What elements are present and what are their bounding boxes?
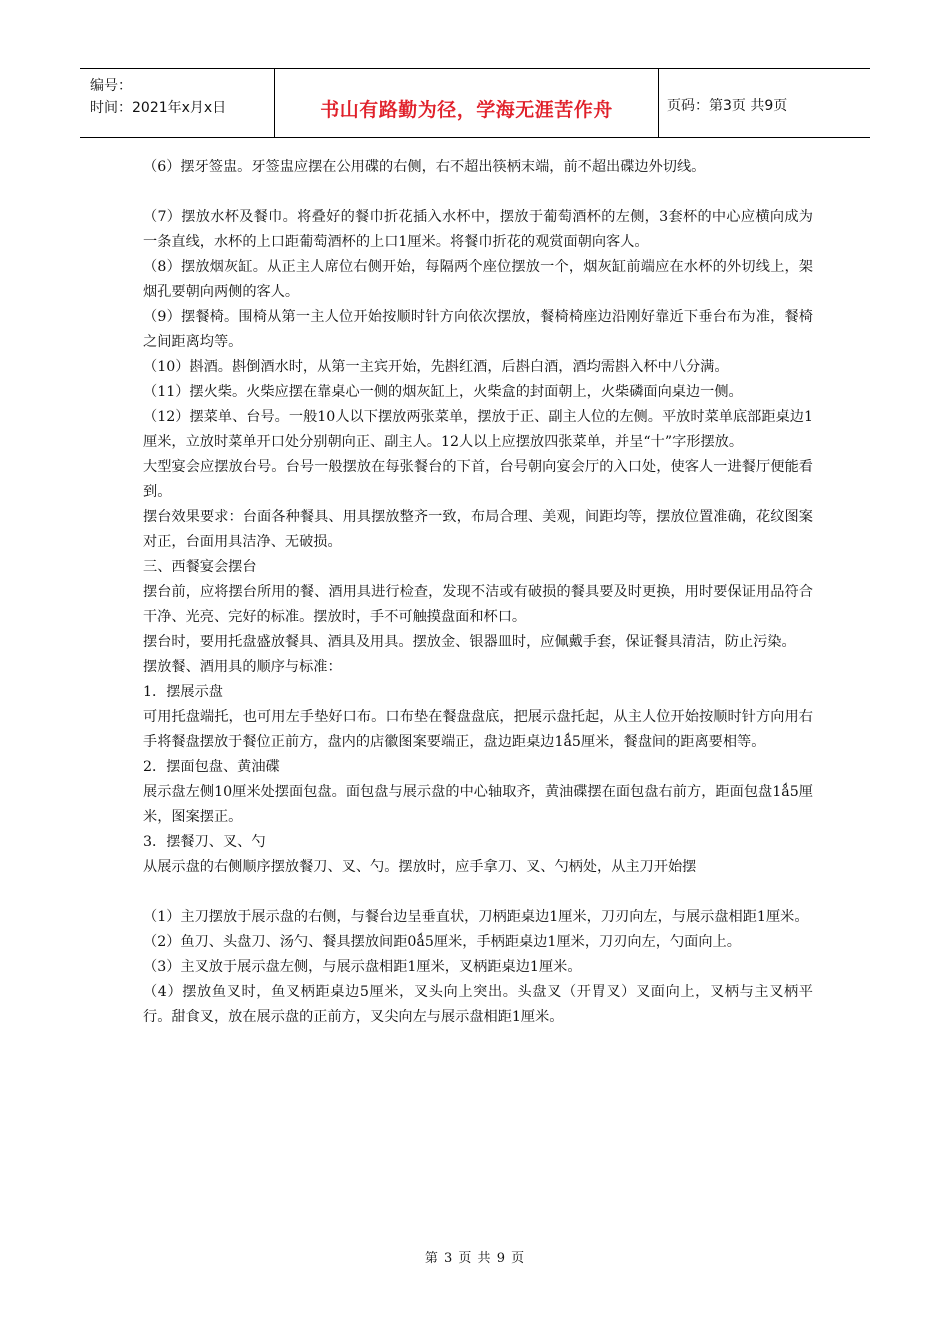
body-paragraph: 3．摆餐刀、叉、勺 — [143, 834, 266, 850]
header-page-cell — [659, 69, 870, 137]
body-paragraph: 展示盘左侧10厘米处摆面包盘。面包盘与展示盘的中心轴取齐，黄油碟摆在面包盘右前方，距面包盘1ǻ5厘米，图案摆正。 — [143, 784, 813, 825]
document-body — [143, 155, 813, 1030]
header-motto: 书山有路勤为径，学海无涯苦作舟 — [320, 99, 613, 121]
paragraph-spacer — [143, 180, 813, 205]
document-time-label: 时间：2021年x月x日 — [90, 100, 227, 116]
body-paragraph: （8）摆放烟灰缸。从正主人席位右侧开始，每隔两个座位摆放一个，烟灰缸前端应在水杯的外切线上，架烟孔要朝向两侧的客人。 — [143, 259, 813, 300]
body-paragraph: （3）主叉放于展示盘左侧，与展示盘相距1厘米，叉柄距桌边1厘米。 — [143, 959, 582, 975]
body-paragraph: 摆台时，要用托盘盛放餐具、酒具及用具。摆放金、银器皿时，应佩戴手套，保证餐具清洁，防止污染。 — [143, 634, 796, 650]
header-page-number: 页码：第3页 共9页 — [667, 98, 788, 114]
body-paragraph: 摆放餐、酒用具的顺序与标准： — [143, 659, 342, 675]
body-paragraph: 可用托盘端托，也可用左手垫好口布。口布垫在餐盘盘底，把展示盘托起，从主人位开始按顺时针方向用右手将餐盘摆放于餐位正前方，盘内的店徽图案要端正，盘边距桌边1ǻ5厘米，餐盘间的距离要相等。 — [143, 709, 813, 750]
body-paragraph: （10）斟酒。斟倒酒水时，从第一主宾开始，先斟红酒，后斟白酒，酒均需斟入杯中八分满。 — [143, 359, 729, 375]
body-paragraph: （1）主刀摆放于展示盘的右侧，与餐台边呈垂直状，刀柄距桌边1厘米，刀刃向左，与展示盘相距1厘米。 — [143, 909, 809, 925]
paragraph-spacer — [143, 880, 813, 905]
body-paragraph: 摆台效果要求：台面各种餐具、用具摆放整齐一致，布局合理、美观，间距均等，摆放位置准确，花纹图案对正，台面用具洁净、无破损。 — [143, 509, 813, 550]
page-header — [80, 68, 870, 138]
body-paragraph: 1．摆展示盘 — [143, 684, 223, 700]
page-footer: 第 3 页 共 9 页 — [424, 1251, 526, 1266]
body-paragraph: （9）摆餐椅。围椅从第一主人位开始按顺时针方向依次摆放，餐椅椅座边沿刚好靠近下垂台布为准，餐椅之间距离均等。 — [143, 309, 813, 350]
header-motto-cell — [275, 69, 659, 137]
body-paragraph: （11）摆火柴。火柴应摆在靠桌心一侧的烟灰缸上，火柴盒的封面朝上，火柴磷面向桌边一侧。 — [143, 384, 743, 400]
body-paragraph: （4）摆放鱼叉时，鱼叉柄距桌边5厘米，叉头向上突出。头盘叉（开胃叉）叉面向上，叉柄与主叉柄平行。甜食叉，放在展示盘的正前方，叉尖向左与展示盘相距1厘米。 — [143, 984, 813, 1025]
body-paragraph: 三、西餐宴会摆台 — [143, 559, 257, 575]
body-paragraph: 摆台前，应将摆台所用的餐、酒用具进行检查，发现不洁或有破损的餐具要及时更换，用时要保证用品符合干净、光亮、完好的标准。摆放时，手不可触摸盘面和杯口。 — [143, 584, 813, 625]
body-paragraph: （6）摆牙签盅。牙签盅应摆在公用碟的右侧，右不超出筷柄末端，前不超出碟边外切线。 — [143, 159, 706, 175]
header-meta — [80, 69, 275, 137]
body-paragraph: （2）鱼刀、头盘刀、汤勺、餐具摆放间距0ǻ5厘米，手柄距桌边1厘米，刀刃向左，勺面向上。 — [143, 934, 741, 950]
body-paragraph: （12）摆菜单、台号。一般10人以下摆放两张菜单，摆放于正、副主人位的左侧。平放时菜单底部距桌边1厘米，立放时菜单开口处分别朝向正、副主人。12人以上应摆放四张菜单，并呈“十”字形摆放。 — [143, 409, 813, 450]
body-paragraph: 大型宴会应摆放台号。台号一般摆放在每张餐台的下首，台号朝向宴会厅的入口处，使客人一进餐厅便能看到。 — [143, 459, 813, 500]
document-number-label: 编号： — [90, 78, 132, 94]
body-paragraph: 2．摆面包盘、黄油碟 — [143, 759, 280, 775]
body-paragraph: 从展示盘的右侧顺序摆放餐刀、叉、勺。摆放时，应手拿刀、叉、勺柄处，从主刀开始摆 — [143, 859, 697, 875]
body-paragraph: （7）摆放水杯及餐巾。将叠好的餐巾折花插入水杯中，摆放于葡萄酒杯的左侧，3套杯的中心应横向成为一条直线，水杯的上口距葡萄酒杯的上口1厘米。将餐巾折花的观赏面朝向客人。 — [143, 209, 813, 250]
